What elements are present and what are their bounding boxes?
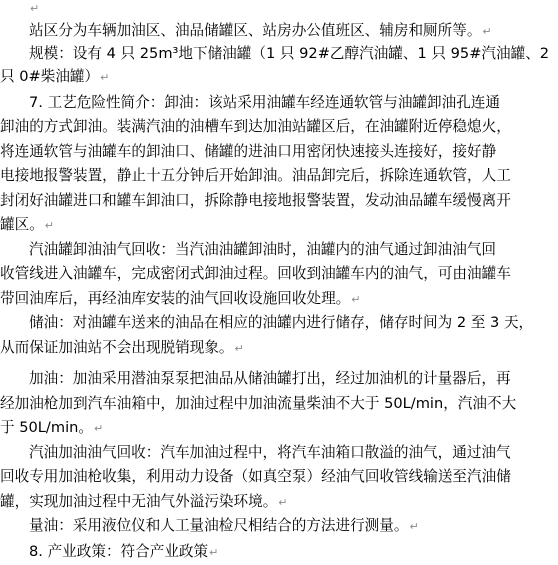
text: 封闭好油罐进口和罐车卸油口，拆除静电接地报警装置，发动油品罐车缓慢离开	[0, 192, 511, 209]
paragraph-line	[0, 311, 558, 334]
text: 罐区。	[0, 216, 44, 233]
paragraph-line	[0, 189, 558, 212]
paragraph-line	[0, 65, 558, 88]
text: 站区分为车辆加油区、油品储罐区、站房办公值班区、辅房和厕所等。	[29, 22, 482, 39]
text: 电接地报警装置，静止十五分钟后开始卸油。油品卸完后，拆除连通软管，人工	[0, 167, 511, 184]
text: 7. 工艺危险性简介：卸油：该站采用油罐车经连通软管与油罐卸油孔连通	[29, 94, 500, 111]
text: 将连通软管与油罐车的卸油口、储罐的进油口用密闭快速接头连接好，接好静	[0, 143, 497, 160]
text: 只 0#柴油罐）	[0, 68, 100, 85]
text: 回收专用加油枪收集，利用动力设备（如真空泵）经油气回收管线输送至汽油储	[0, 468, 511, 485]
paragraph-line	[0, 42, 558, 65]
paragraph-line	[0, 392, 558, 415]
paragraph-line	[0, 441, 558, 464]
text: 储油：对油罐车送来的油品在相应的油罐内进行储存，储存时间为 2 至 3 天，	[29, 314, 534, 331]
paragraph-line	[0, 336, 558, 359]
text: 从而保证加油站不会出现脱销现象。	[0, 339, 234, 356]
paragraph-line	[0, 164, 558, 187]
paragraph-line	[0, 140, 558, 163]
paragraph-mark-icon	[482, 25, 491, 38]
paragraph-line	[0, 238, 558, 261]
paragraph-line	[0, 416, 558, 439]
paragraph-line	[0, 367, 558, 390]
paragraph-line	[0, 213, 558, 236]
paragraph-mark-icon	[30, 2, 39, 15]
paragraph-mark-icon	[278, 496, 287, 509]
empty-line	[0, 0, 558, 19]
paragraph-line	[0, 287, 558, 310]
paragraph-line	[0, 91, 558, 114]
paragraph-line	[0, 115, 558, 138]
paragraph-mark-icon	[209, 546, 218, 559]
text: 量油：采用液位仪和人工量油检尺相结合的方法进行测量。	[29, 517, 409, 534]
paragraph-line	[0, 490, 558, 513]
text: 8. 产业政策：符合产业政策	[29, 543, 209, 560]
paragraph-line	[0, 262, 558, 285]
text: 加油：加油采用潜油泵泵把油品从储油罐打出，经过加油机的计量器后，再	[29, 370, 511, 387]
paragraph-mark-icon	[100, 71, 109, 84]
text: 罐，实现加油过程中无油气外溢污染环境。	[0, 493, 278, 510]
text: 汽油加油油气回收：汽车加油过程中，将汽车油箱口散溢的油气，通过油气	[29, 444, 511, 461]
text: 收管线进入油罐车，完成密闭式卸油过程。回收到油罐车内的油气，可由油罐车	[0, 265, 511, 282]
text: 规模：设有 4 只 25m³地下储油罐（1 只 92#乙醇汽油罐、1 只 95#汽油罐、2	[29, 45, 550, 62]
paragraph-line	[0, 514, 558, 537]
text: 汽油罐卸油油气回收：当汽油油罐卸油时，油罐内的油气通过卸油油气回	[29, 241, 497, 258]
paragraph-line	[0, 540, 558, 563]
paragraph-mark-icon	[351, 293, 360, 306]
paragraph-mark-icon	[409, 520, 418, 533]
paragraph-line	[0, 465, 558, 488]
text: 经加油枪加到汽车油箱中，加油过程中加油流量柴油不大于 50L/min，汽油不大	[0, 395, 517, 412]
text: 带回油库后，再经油库安装的油气回收设施回收处理。	[0, 290, 351, 307]
paragraph-line	[0, 19, 558, 42]
text: 卸油的方式卸油。装满汽油的油槽车到达加油站罐区后，在油罐附近停稳熄火，	[0, 118, 511, 135]
paragraph-mark-icon	[45, 219, 54, 232]
paragraph-mark-icon	[235, 342, 244, 355]
paragraph-mark-icon	[94, 422, 103, 435]
text: 于 50L/min。	[0, 419, 93, 436]
